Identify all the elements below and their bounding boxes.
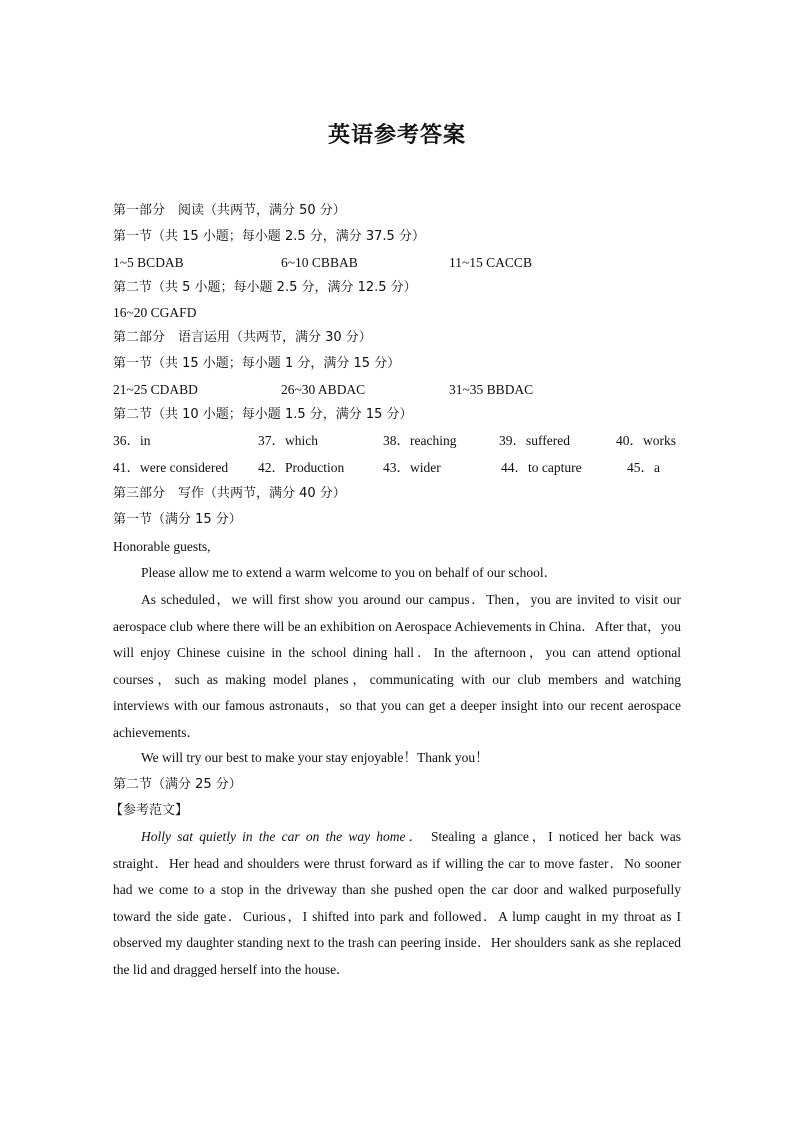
answer-item: 42．Production — [258, 460, 345, 475]
answer-item: 40．works — [616, 433, 676, 448]
answer-item: 45．a — [627, 460, 660, 475]
answer-item: 43．wider — [383, 460, 441, 475]
letter-paragraph: Please allow me to extend a warm welcome to you on behalf of our school． — [141, 565, 558, 580]
answer-group: 16~20 CGAFD — [113, 305, 197, 320]
answer-group: 21~25 CDABD — [113, 382, 198, 397]
answer-group: 1~5 BCDAB — [113, 255, 184, 270]
sample-essay-body: Stealing a glance，I noticed her back was straight．Her head and shoulders were thrust forward as if willing the car to move faster．No sooner had we come to a stop in the driveway than she pushed open the car door and walked purposefully toward the side gate．Curious，I shifted into park and followed．A lump caught in my throat as I observed my daughter standing next to the trash can peering inside．Her shoulders sank as she replaced the lid and dragged herself into the house． — [113, 829, 681, 977]
answer-group: 31~35 BBDAC — [449, 382, 534, 397]
answer-item: 41．were considered — [113, 460, 229, 475]
letter-greeting: Honorable guests, — [113, 539, 211, 554]
part3-sec1-heading: 第一节（满分 15 分） — [113, 512, 242, 527]
answer-item: 39．suffered — [499, 433, 570, 448]
answer-group: 6~10 CBBAB — [281, 255, 358, 270]
sample-essay — [113, 824, 681, 983]
sample-label: 【参考范文】 — [110, 803, 189, 818]
part1-sec1-heading: 第一节（共 15 小题；每小题 2.5 分，满分 37.5 分） — [113, 229, 425, 244]
part3-heading: 第三部分 写作（共两节，满分 40 分） — [113, 486, 346, 501]
letter-paragraph: As scheduled，we will first show you around our campus．Then，you are invited to visit our aerospace club where there will be an exhibition on Aerospace Achievements in China．After that，you will enjoy Chinese cuisine in the school dining hall．In the afternoon，you can attend optional courses，such as making model planes，communicating with our club members and watching interviews with our famous astronauts，so that you can get a deeper insight into our recent aerospace achievements． — [113, 592, 681, 740]
answer-item: 37．which — [258, 433, 318, 448]
sample-essay-opening: Holly sat quietly in the car on the way home． — [141, 829, 425, 844]
answer-item: 38．reaching — [383, 433, 457, 448]
part2-sec1-heading: 第一节（共 15 小题；每小题 1 分，满分 15 分） — [113, 356, 401, 371]
part1-sec2-heading: 第二节（共 5 小题；每小题 2.5 分，满分 12.5 分） — [113, 280, 417, 295]
part3-sec2-heading: 第二节（满分 25 分） — [113, 777, 242, 792]
answer-item: 36．in — [113, 433, 151, 448]
answer-group: 11~15 CACCB — [449, 255, 532, 270]
part2-heading: 第二部分 语言运用（共两节，满分 30 分） — [113, 330, 372, 345]
part2-sec2-heading: 第二节（共 10 小题；每小题 1.5 分，满分 15 分） — [113, 407, 413, 422]
page-title: 英语参考答案 — [327, 123, 466, 148]
part1-heading: 第一部分 阅读（共两节，满分 50 分） — [113, 203, 346, 218]
answer-item: 44．to capture — [501, 460, 582, 475]
letter-paragraph: We will try our best to make your stay enjoyable！Thank you！ — [141, 750, 489, 765]
answer-group: 26~30 ABDAC — [281, 382, 366, 397]
